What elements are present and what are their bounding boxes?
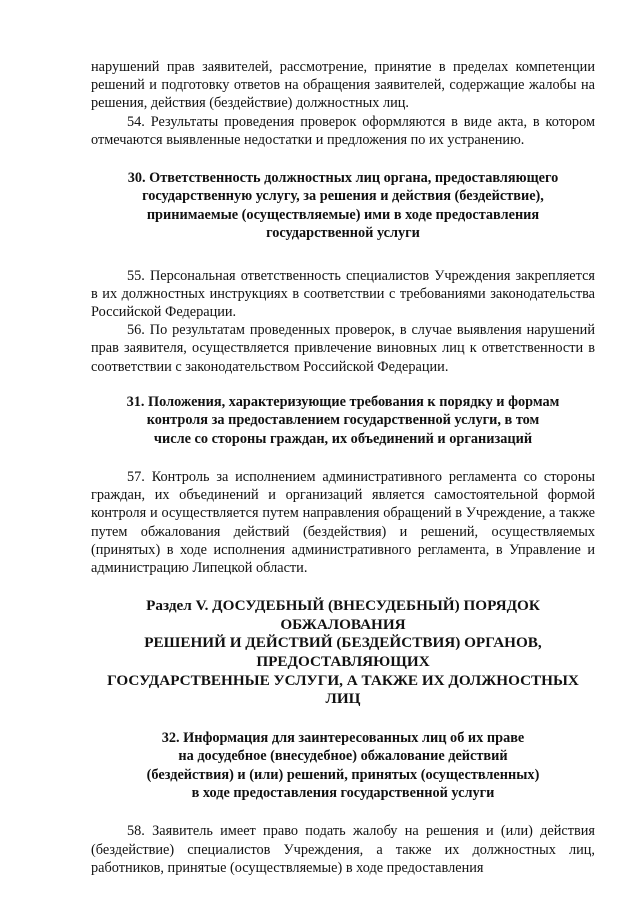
heading-section-32 [91,729,595,803]
heading-32-line-1: 32. Информация для заинтересованных лиц об их праве [161,729,525,746]
heading-32-line-4: в ходе предоставления государственной услуги [191,785,495,802]
heading-32-line-2: на досудебное (внесудебное) обжалование действий [178,748,508,765]
paragraph-57: 57. Контроль за исполнением административного регламента со стороны граждан, их объединений и организаций является самостоятельной формой контроля и осуществляется путем направления обращений в Учреждение, а также путем обжалования действий (бездействия) и решений, осуществляемых (принятых) в ходе исполнения административного регламента, в Управление и администрацию Липецкой области. [91,469,595,577]
part-5-line-5: ГОСУДАРСТВЕННЫЕ УСЛУГИ, А ТАКЖЕ ИХ ДОЛЖНОСТНЫХ [107,671,579,689]
paragraph-58: 58. Заявитель имеет право подать жалобу на решения и (или) действия (бездействие) специалистов Учреждения, а также их должностных лиц, работников, принятые (осуществляемые) в ходе предоставления [91,823,595,876]
heading-31-line-2: контроля за предоставлением государственной услуги, в том [146,412,540,429]
heading-30-line-4: государственной услуги [266,225,420,242]
part-5-line-1: Раздел V. ДОСУДЕБНЫЙ (ВНЕСУДЕБНЫЙ) ПОРЯДОК [146,597,540,615]
heading-section-30 [91,169,595,243]
part-5-line-3: РЕШЕНИЙ И ДЕЙСТВИЙ (БЕЗДЕЙСТВИЯ) ОРГАНОВ, [144,634,542,652]
heading-31-line-1: 31. Положения, характеризующие требования к порядку и формам [126,393,560,410]
paragraph-56: 56. По результатам проведенных проверок, в случае выявления нарушений прав заявителя, осуществляется привлечение виновных лиц к ответственности в соответствии с законодательством Российской Федерации. [91,322,595,375]
document-page [91,58,595,877]
paragraph-54: 54. Результаты проведения проверок оформляются в виде акта, в котором отмечаются выявленные недостатки и предложения по их устранению. [91,113,595,148]
paragraph-55: 55. Персональная ответственность специалистов Учреждения закрепляется в их должностных инструкциях в соответствии с требованиями законодательства Российской Федерации. [91,267,595,321]
heading-31-line-3: числе со стороны граждан, их объединений и организаций [153,430,533,447]
heading-part-5 [91,597,595,709]
heading-30-line-1: 30. Ответственность должностных лиц органа, предоставляющего [127,170,559,187]
part-5-line-2: ОБЖАЛОВАНИЯ [280,615,406,633]
heading-32-line-3: (бездействия) и (или) решений, принятых (осуществленных) [146,766,540,783]
heading-30-line-3: принимаемые (осуществляемые) ими в ходе предоставления [146,206,540,223]
part-5-line-6: ЛИЦ [325,690,361,708]
part-5-line-4: ПРЕДОСТАВЛЯЮЩИХ [256,653,430,671]
heading-section-31 [91,393,595,448]
paragraph-53-continuation: нарушений прав заявителей, рассмотрение, принятие в пределах компетенции решений и подготовку ответов на обращения заявителей, содержащие жалобы на решения, действия (бездействие) должностных лиц. [91,59,595,112]
heading-30-line-2: государственную услугу, за решения и действия (бездействие), [142,188,544,205]
